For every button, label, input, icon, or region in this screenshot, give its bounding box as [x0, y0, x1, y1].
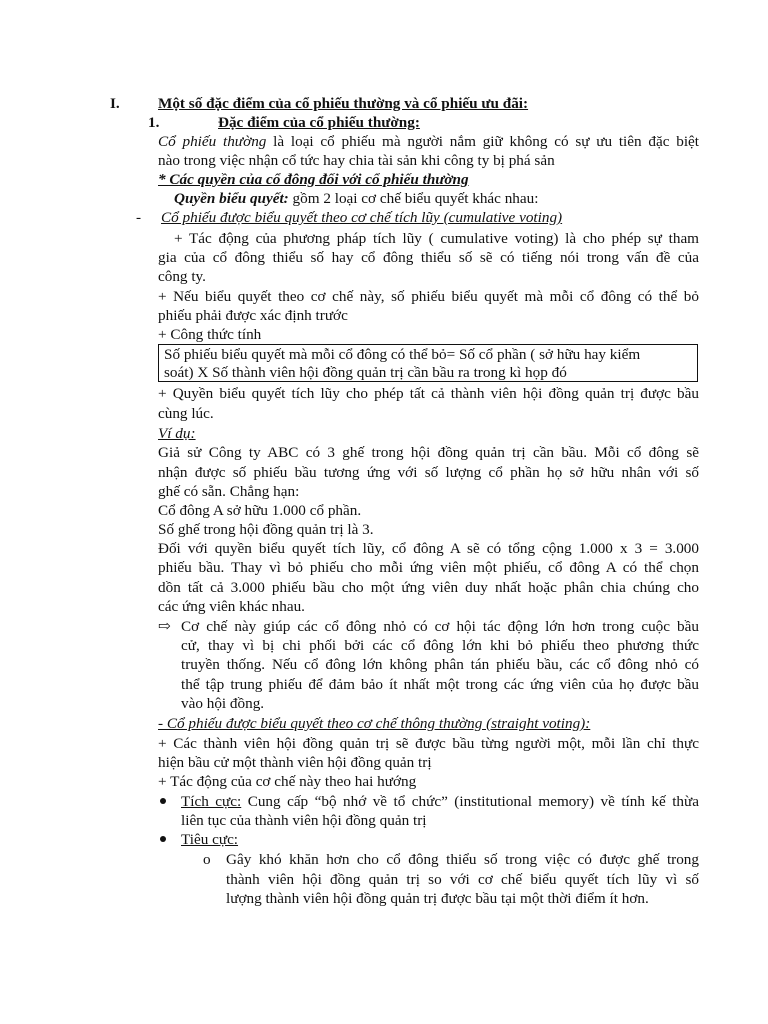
intro-term: Cổ phiếu thường: [158, 133, 267, 150]
negative-line-2: thành viên hội đồng quản trị so với cơ chế biểu quyết tích lũy vì số: [226, 871, 699, 888]
positive-line-1: [181, 792, 699, 811]
intro-line-1-text: là loại cổ phiếu mà người nắm giữ không có sự ưu tiên đặc biệt: [266, 133, 699, 150]
voting-text: gồm 2 loại cơ chế biểu quyết khác nhau:: [288, 190, 539, 207]
example-label: Ví dụ:: [158, 425, 196, 442]
conclusion-line-3: truyền thống. Nếu cổ đông lớn không phân tán phiếu bầu, các cổ đông nhỏ có: [181, 656, 699, 673]
intro-line-1: [158, 132, 699, 151]
example-line-9: các ứng viên khác nhau.: [158, 598, 305, 615]
example-line-5: Số ghế trong hội đồng quản trị là 3.: [158, 521, 374, 538]
bullet-icon: [160, 836, 166, 842]
conclusion-line-4: thể tập trung phiếu để đảm bảo ít nhất một trong các ứng viên của họ được bầu: [181, 676, 699, 693]
example-line-6: Đối với quyền biểu quyết tích lũy, cổ đông A sẽ có tổng cộng 1.000 x 3 = 3.000: [158, 540, 699, 557]
straight-p1-line-2: hiện bầu cử một thành viên hội đồng quản trị: [158, 754, 432, 771]
rights-heading: * Các quyền của cổ đông đối với cổ phiếu thường: [158, 171, 469, 188]
formula-line-1: Số phiếu biểu quyết mà mỗi cổ đông có thể bỏ= Số cổ phần ( sở hữu hay kiểm: [164, 346, 641, 363]
cumulative-p4-line-1: + Quyền biểu quyết tích lũy cho phép tất cả thành viên hội đồng quản trị được bầu: [158, 385, 699, 402]
cumulative-title: Cổ phiếu được biểu quyết theo cơ chế tích lũy (cumulative voting): [161, 209, 563, 226]
negative-line-3: lượng thành viên hội đồng quản trị được bầu tại một thời điểm ít hơn.: [226, 890, 649, 907]
straight-p1-line-1: + Các thành viên hội đồng quản trị sẽ được bầu từng người một, mỗi lần chỉ thực: [158, 735, 699, 752]
cumulative-p3: + Công thức tính: [158, 326, 262, 343]
conclusion-line-1: Cơ chế này giúp các cổ đông nhỏ có cơ hội tác động lớn hơn trong cuộc bầu: [181, 618, 699, 635]
positive-label: Tích cực:: [181, 793, 242, 810]
example-line-2: nhận được số phiếu bầu tương ứng với số lượng cổ phần họ sở hữu nhân với số: [158, 464, 699, 481]
conclusion-line-5: vào hội đồng.: [181, 695, 265, 712]
straight-title: - Cổ phiếu được biểu quyết theo cơ chế thông thường (straight voting):: [158, 715, 591, 732]
bullet-icon: [160, 798, 166, 804]
voting-rights-line: [174, 189, 538, 208]
section-title: Một số đặc điểm của cổ phiếu thường và cổ phiếu ưu đãi:: [158, 95, 529, 112]
example-line-4: Cổ đông A sở hữu 1.000 cổ phần.: [158, 502, 362, 519]
voting-label: Quyền biểu quyết:: [174, 190, 289, 207]
example-line-7: phiếu bầu. Thay vì bỏ phiếu cho mỗi ứng viên một phiếu, cổ đông A có thể chọn: [158, 559, 699, 576]
positive-text: Cung cấp “bộ nhớ về tổ chức” (institutional memory) về tính kế thừa: [241, 793, 700, 810]
cumulative-p4-line-2: cùng lúc.: [158, 405, 214, 422]
cumulative-p2-line-1: + Nếu biểu quyết theo cơ chế này, số phiếu biểu quyết mà mỗi cổ đông có thể bỏ: [158, 288, 699, 305]
cumulative-p1-line-2: gia của cổ đông thiểu số hay cổ đông thiểu số sẽ có tiếng nói trong vấn đề của: [158, 249, 699, 266]
formula-line-2: soát) X Số thành viên hội đồng quản trị cần bầu ra trong kì họp đó: [164, 364, 567, 381]
cumulative-p1-line-3: công ty.: [158, 268, 206, 285]
straight-p2: + Tác động của cơ chế này theo hai hướng: [158, 773, 417, 790]
cumulative-p1-line-1: + Tác động của phương pháp tích lũy ( cumulative voting) là cho phép sự tham: [174, 230, 699, 247]
conclusion-arrow-icon: ⇨: [158, 618, 171, 635]
positive-line-2: liên tục của thành viên hội đồng quản trị: [181, 812, 427, 829]
section-roman-numeral: I.: [110, 95, 120, 112]
list-dash: -: [136, 209, 142, 226]
conclusion-line-2: cử, thay vì bị chi phối bởi các cổ đông lớn khi bỏ phiếu theo phương thức: [181, 637, 699, 654]
example-line-1: Giả sử Công ty ABC có 3 ghế trong hội đồng quản trị cần bầu. Mỗi cổ đông sẽ: [158, 444, 699, 461]
negative-label: Tiêu cực:: [181, 831, 239, 848]
subsection-title: Đặc điểm của cổ phiếu thường:: [218, 114, 420, 131]
negative-line-1: Gây khó khăn hơn cho cổ đông thiểu số trong việc có được ghế trong: [226, 851, 699, 868]
subsection-number: 1.: [148, 114, 160, 131]
example-line-8: dồn tất cả 3.000 phiếu bầu cho một ứng viên duy nhất hoặc phân chia chúng cho: [158, 579, 699, 596]
sub-bullet-circle-icon: o: [203, 851, 211, 868]
intro-line-2: nào trong việc nhận cổ tức hay chia tài sản khi công ty bị phá sản: [158, 152, 555, 169]
example-line-3: ghế có sẵn. Chẳng hạn:: [158, 483, 300, 500]
cumulative-p2-line-2: phiếu phải được xác định trước: [158, 307, 348, 324]
